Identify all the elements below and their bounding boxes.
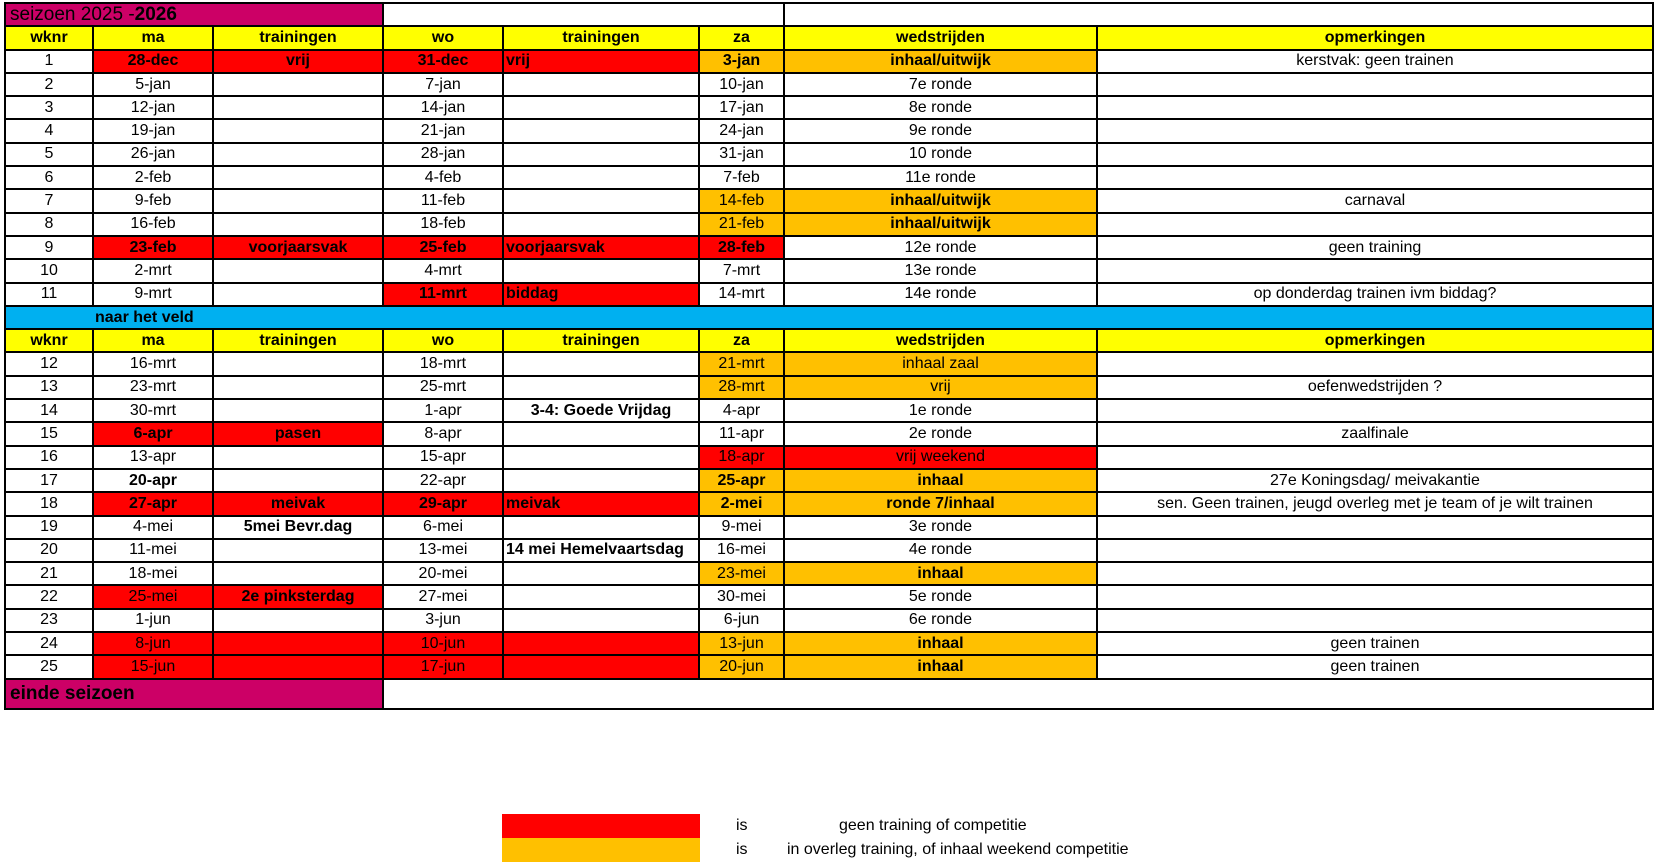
blank-cell[interactable] <box>383 3 784 26</box>
remarks-cell[interactable]: carnaval <box>1097 189 1653 212</box>
monday-training[interactable] <box>213 446 383 469</box>
column-header[interactable]: wknr <box>5 329 93 352</box>
monday-date[interactable]: 4-mei <box>93 516 213 539</box>
wednesday-training[interactable] <box>503 469 699 492</box>
remarks-cell[interactable] <box>1097 446 1653 469</box>
wednesday-training[interactable]: voorjaarsvak <box>503 236 699 259</box>
remarks-cell[interactable]: kerstvak: geen trainen <box>1097 50 1653 73</box>
match-cell[interactable]: 14e ronde <box>784 283 1097 306</box>
column-header[interactable]: trainingen <box>503 26 699 49</box>
wednesday-date[interactable]: 25-mrt <box>383 376 503 399</box>
saturday-date[interactable]: 20-jun <box>699 655 784 678</box>
saturday-date[interactable]: 18-apr <box>699 446 784 469</box>
monday-date[interactable]: 23-feb <box>93 236 213 259</box>
match-cell[interactable]: 2e ronde <box>784 422 1097 445</box>
monday-date[interactable]: 1-jun <box>93 609 213 632</box>
monday-date[interactable]: 25-mei <box>93 585 213 608</box>
table-row <box>5 73 1653 96</box>
wednesday-date[interactable]: 27-mei <box>383 585 503 608</box>
match-cell[interactable]: inhaal <box>784 655 1097 678</box>
wednesday-date[interactable]: 31-dec <box>383 50 503 73</box>
monday-training[interactable] <box>213 166 383 189</box>
monday-date[interactable]: 20-apr <box>93 469 213 492</box>
match-cell[interactable]: 6e ronde <box>784 609 1097 632</box>
remarks-cell[interactable] <box>1097 585 1653 608</box>
saturday-date[interactable]: 16-mei <box>699 539 784 562</box>
table-row <box>5 539 1653 562</box>
wednesday-training[interactable]: biddag <box>503 283 699 306</box>
legend-is-label: is <box>736 841 748 858</box>
blank-cell[interactable] <box>383 679 1653 709</box>
saturday-date[interactable]: 30-mei <box>699 585 784 608</box>
monday-date[interactable]: 30-mrt <box>93 399 213 422</box>
week-number[interactable]: 6 <box>5 166 93 189</box>
table-row <box>5 632 1653 655</box>
wednesday-date[interactable]: 6-mei <box>383 516 503 539</box>
remarks-cell[interactable] <box>1097 539 1653 562</box>
table-row <box>5 469 1653 492</box>
monday-date[interactable]: 2-feb <box>93 166 213 189</box>
wednesday-date[interactable]: 4-mrt <box>383 259 503 282</box>
monday-date[interactable]: 27-apr <box>93 492 213 515</box>
week-number[interactable]: 21 <box>5 562 93 585</box>
monday-date[interactable]: 13-apr <box>93 446 213 469</box>
table-row <box>5 166 1653 189</box>
wednesday-training[interactable] <box>503 446 699 469</box>
wednesday-training[interactable] <box>503 376 699 399</box>
wednesday-date[interactable]: 3-jun <box>383 609 503 632</box>
column-header[interactable]: za <box>699 26 784 49</box>
week-number[interactable]: 8 <box>5 213 93 236</box>
week-number[interactable]: 19 <box>5 516 93 539</box>
match-cell[interactable]: inhaal/uitwijk <box>784 213 1097 236</box>
wednesday-training[interactable] <box>503 585 699 608</box>
wednesday-training[interactable] <box>503 609 699 632</box>
week-number[interactable]: 18 <box>5 492 93 515</box>
saturday-date[interactable]: 2-mei <box>699 492 784 515</box>
legend-amber-text: in overleg training, of inhaal weekend competitie <box>787 841 1129 858</box>
saturday-date[interactable]: 14-mrt <box>699 283 784 306</box>
remarks-cell[interactable] <box>1097 352 1653 375</box>
saturday-date[interactable]: 7-feb <box>699 166 784 189</box>
remarks-cell[interactable]: geen trainen <box>1097 632 1653 655</box>
remarks-cell[interactable] <box>1097 562 1653 585</box>
week-number[interactable]: 22 <box>5 585 93 608</box>
wednesday-training[interactable] <box>503 516 699 539</box>
table-row <box>5 585 1653 608</box>
match-cell[interactable]: 9e ronde <box>784 119 1097 142</box>
column-header[interactable]: ma <box>93 329 213 352</box>
week-number[interactable]: 20 <box>5 539 93 562</box>
week-number[interactable]: 7 <box>5 189 93 212</box>
monday-training[interactable] <box>213 119 383 142</box>
wednesday-training[interactable]: 3-4: Goede Vrijdag <box>503 399 699 422</box>
header-row <box>5 26 1653 49</box>
match-cell[interactable]: 12e ronde <box>784 236 1097 259</box>
wednesday-date[interactable]: 4-feb <box>383 166 503 189</box>
monday-training[interactable] <box>213 283 383 306</box>
column-header[interactable]: opmerkingen <box>1097 329 1653 352</box>
monday-training[interactable] <box>213 632 383 655</box>
table-row <box>5 50 1653 73</box>
wednesday-date[interactable]: 17-jun <box>383 655 503 678</box>
monday-training[interactable]: 2e pinksterdag <box>213 585 383 608</box>
legend-red-text: geen training of competitie <box>839 817 1027 834</box>
match-cell[interactable]: ronde 7/inhaal <box>784 492 1097 515</box>
monday-date[interactable]: 16-mrt <box>93 352 213 375</box>
wednesday-training[interactable] <box>503 352 699 375</box>
remarks-cell[interactable] <box>1097 96 1653 119</box>
end-row <box>5 679 1653 709</box>
end-season-label[interactable]: einde seizoen <box>5 679 383 709</box>
wednesday-training[interactable] <box>503 189 699 212</box>
table-row <box>5 283 1653 306</box>
saturday-date[interactable]: 6-jun <box>699 609 784 632</box>
saturday-date[interactable]: 17-jan <box>699 96 784 119</box>
wednesday-date[interactable]: 13-mei <box>383 539 503 562</box>
wednesday-training[interactable] <box>503 96 699 119</box>
monday-date[interactable]: 9-feb <box>93 189 213 212</box>
monday-date[interactable]: 19-jan <box>93 119 213 142</box>
legend-amber-swatch <box>502 838 700 862</box>
match-cell[interactable]: 10 ronde <box>784 143 1097 166</box>
wednesday-training[interactable] <box>503 422 699 445</box>
match-cell[interactable]: 7e ronde <box>784 73 1097 96</box>
monday-date[interactable]: 5-jan <box>93 73 213 96</box>
wednesday-date[interactable]: 11-feb <box>383 189 503 212</box>
saturday-date[interactable]: 7-mrt <box>699 259 784 282</box>
monday-training[interactable] <box>213 189 383 212</box>
remarks-cell[interactable] <box>1097 166 1653 189</box>
header-row <box>5 329 1653 352</box>
wednesday-date[interactable]: 18-mrt <box>383 352 503 375</box>
monday-training[interactable]: 5mei Bevr.dag <box>213 516 383 539</box>
wednesday-training[interactable] <box>503 562 699 585</box>
remarks-cell[interactable] <box>1097 609 1653 632</box>
saturday-date[interactable]: 23-mei <box>699 562 784 585</box>
legend-red-swatch <box>502 814 700 838</box>
saturday-date[interactable]: 25-apr <box>699 469 784 492</box>
week-number[interactable]: 23 <box>5 609 93 632</box>
table-row <box>5 352 1653 375</box>
monday-training[interactable] <box>213 539 383 562</box>
match-cell[interactable]: inhaal zaal <box>784 352 1097 375</box>
monday-date[interactable]: 23-mrt <box>93 376 213 399</box>
section-spacer <box>5 306 93 329</box>
monday-training[interactable] <box>213 609 383 632</box>
monday-training[interactable] <box>213 655 383 678</box>
remarks-cell[interactable]: geen training <box>1097 236 1653 259</box>
wednesday-date[interactable]: 11-mrt <box>383 283 503 306</box>
monday-training[interactable]: pasen <box>213 422 383 445</box>
week-number[interactable]: 16 <box>5 446 93 469</box>
column-header[interactable]: wedstrijden <box>784 329 1097 352</box>
match-cell[interactable]: 5e ronde <box>784 585 1097 608</box>
season-title[interactable]: seizoen 2025 -2026 <box>5 3 383 26</box>
monday-training[interactable] <box>213 73 383 96</box>
week-number[interactable]: 5 <box>5 143 93 166</box>
monday-date[interactable]: 18-mei <box>93 562 213 585</box>
monday-training[interactable] <box>213 143 383 166</box>
table-row <box>5 492 1653 515</box>
monday-date[interactable]: 12-jan <box>93 96 213 119</box>
wednesday-training[interactable] <box>503 655 699 678</box>
monday-training[interactable] <box>213 399 383 422</box>
wednesday-date[interactable]: 25-feb <box>383 236 503 259</box>
week-number[interactable]: 4 <box>5 119 93 142</box>
saturday-date[interactable]: 24-jan <box>699 119 784 142</box>
monday-training[interactable] <box>213 469 383 492</box>
column-header[interactable]: trainingen <box>213 26 383 49</box>
table-row <box>5 236 1653 259</box>
match-cell[interactable]: 4e ronde <box>784 539 1097 562</box>
table-row <box>5 96 1653 119</box>
monday-training[interactable]: voorjaarsvak <box>213 236 383 259</box>
blank-cell[interactable] <box>784 3 1653 26</box>
week-number[interactable]: 14 <box>5 399 93 422</box>
remarks-cell[interactable] <box>1097 213 1653 236</box>
wednesday-date[interactable]: 29-apr <box>383 492 503 515</box>
saturday-date[interactable]: 21-mrt <box>699 352 784 375</box>
season-schedule-table <box>4 2 1654 710</box>
section-label[interactable]: naar het veld <box>93 306 1653 329</box>
table-row <box>5 399 1653 422</box>
remarks-cell[interactable] <box>1097 119 1653 142</box>
remarks-cell[interactable] <box>1097 399 1653 422</box>
column-header[interactable]: opmerkingen <box>1097 26 1653 49</box>
column-header[interactable]: trainingen <box>213 329 383 352</box>
table-row <box>5 119 1653 142</box>
wednesday-date[interactable]: 8-apr <box>383 422 503 445</box>
wednesday-training[interactable] <box>503 119 699 142</box>
wednesday-date[interactable]: 22-apr <box>383 469 503 492</box>
title-row <box>5 3 1653 26</box>
table-row <box>5 259 1653 282</box>
remarks-cell[interactable]: 27e Koningsdag/ meivakantie <box>1097 469 1653 492</box>
monday-training[interactable] <box>213 213 383 236</box>
legend-is-label: is <box>736 817 748 834</box>
wednesday-date[interactable]: 15-apr <box>383 446 503 469</box>
wednesday-date[interactable]: 10-jun <box>383 632 503 655</box>
monday-date[interactable]: 9-mrt <box>93 283 213 306</box>
remarks-cell[interactable]: zaalfinale <box>1097 422 1653 445</box>
match-cell[interactable]: 3e ronde <box>784 516 1097 539</box>
monday-training[interactable] <box>213 562 383 585</box>
remarks-cell[interactable]: oefenwedstrijden ? <box>1097 376 1653 399</box>
match-cell[interactable]: 1e ronde <box>784 399 1097 422</box>
saturday-date[interactable]: 28-mrt <box>699 376 784 399</box>
wednesday-training[interactable]: vrij <box>503 50 699 73</box>
wednesday-date[interactable]: 18-feb <box>383 213 503 236</box>
wednesday-date[interactable]: 20-mei <box>383 562 503 585</box>
wednesday-training[interactable]: meivak <box>503 492 699 515</box>
match-cell[interactable]: 8e ronde <box>784 96 1097 119</box>
saturday-date[interactable]: 10-jan <box>699 73 784 96</box>
wednesday-training[interactable] <box>503 73 699 96</box>
saturday-date[interactable]: 3-jan <box>699 50 784 73</box>
saturday-date[interactable]: 31-jan <box>699 143 784 166</box>
saturday-date[interactable]: 4-apr <box>699 399 784 422</box>
week-number[interactable]: 9 <box>5 236 93 259</box>
wednesday-training[interactable] <box>503 143 699 166</box>
week-number[interactable]: 11 <box>5 283 93 306</box>
wednesday-date[interactable]: 7-jan <box>383 73 503 96</box>
column-header[interactable]: wo <box>383 26 503 49</box>
saturday-date[interactable]: 28-feb <box>699 236 784 259</box>
remarks-cell[interactable]: op donderdag trainen ivm biddag? <box>1097 283 1653 306</box>
saturday-date[interactable]: 21-feb <box>699 213 784 236</box>
monday-training[interactable] <box>213 352 383 375</box>
column-header[interactable]: ma <box>93 26 213 49</box>
table-row <box>5 609 1653 632</box>
column-header[interactable]: wo <box>383 329 503 352</box>
monday-training[interactable]: meivak <box>213 492 383 515</box>
week-number[interactable]: 3 <box>5 96 93 119</box>
saturday-date[interactable]: 13-jun <box>699 632 784 655</box>
week-number[interactable]: 15 <box>5 422 93 445</box>
wednesday-training[interactable] <box>503 166 699 189</box>
table-row <box>5 422 1653 445</box>
week-number[interactable]: 25 <box>5 655 93 678</box>
monday-date[interactable]: 15-jun <box>93 655 213 678</box>
week-number[interactable]: 2 <box>5 73 93 96</box>
saturday-date[interactable]: 11-apr <box>699 422 784 445</box>
column-header[interactable]: trainingen <box>503 329 699 352</box>
table-row <box>5 143 1653 166</box>
remarks-cell[interactable] <box>1097 73 1653 96</box>
table-row <box>5 189 1653 212</box>
section-row <box>5 306 1653 329</box>
column-header[interactable]: wedstrijden <box>784 26 1097 49</box>
monday-training[interactable] <box>213 376 383 399</box>
wednesday-training[interactable] <box>503 213 699 236</box>
table-row <box>5 562 1653 585</box>
wednesday-date[interactable]: 14-jan <box>383 96 503 119</box>
monday-training[interactable] <box>213 259 383 282</box>
match-cell[interactable]: inhaal/uitwijk <box>784 50 1097 73</box>
saturday-date[interactable]: 14-feb <box>699 189 784 212</box>
monday-date[interactable]: 6-apr <box>93 422 213 445</box>
monday-date[interactable]: 2-mrt <box>93 259 213 282</box>
match-cell[interactable]: inhaal <box>784 562 1097 585</box>
column-header[interactable]: za <box>699 329 784 352</box>
remarks-cell[interactable]: geen trainen <box>1097 655 1653 678</box>
monday-training[interactable] <box>213 96 383 119</box>
remarks-cell[interactable] <box>1097 516 1653 539</box>
saturday-date[interactable]: 9-mei <box>699 516 784 539</box>
match-cell[interactable]: inhaal <box>784 632 1097 655</box>
week-number[interactable]: 24 <box>5 632 93 655</box>
week-number[interactable]: 1 <box>5 50 93 73</box>
monday-date[interactable]: 28-dec <box>93 50 213 73</box>
wednesday-date[interactable]: 1-apr <box>383 399 503 422</box>
match-cell[interactable]: inhaal/uitwijk <box>784 189 1097 212</box>
wednesday-training[interactable] <box>503 632 699 655</box>
week-number[interactable]: 13 <box>5 376 93 399</box>
week-number[interactable]: 10 <box>5 259 93 282</box>
table-row <box>5 446 1653 469</box>
match-cell[interactable]: 11e ronde <box>784 166 1097 189</box>
match-cell[interactable]: 13e ronde <box>784 259 1097 282</box>
monday-date[interactable]: 26-jan <box>93 143 213 166</box>
table-row <box>5 655 1653 678</box>
monday-date[interactable]: 8-jun <box>93 632 213 655</box>
monday-date[interactable]: 16-feb <box>93 213 213 236</box>
match-cell[interactable]: vrij <box>784 376 1097 399</box>
remarks-cell[interactable] <box>1097 143 1653 166</box>
table-row <box>5 516 1653 539</box>
column-header[interactable]: wknr <box>5 26 93 49</box>
monday-training[interactable]: vrij <box>213 50 383 73</box>
wednesday-training[interactable] <box>503 259 699 282</box>
week-number[interactable]: 12 <box>5 352 93 375</box>
monday-date[interactable]: 11-mei <box>93 539 213 562</box>
remarks-cell[interactable]: sen. Geen trainen, jeugd overleg met je team of je wilt trainen <box>1097 492 1653 515</box>
week-number[interactable]: 17 <box>5 469 93 492</box>
wednesday-training[interactable]: 14 mei Hemelvaartsdag <box>503 539 699 562</box>
table-row <box>5 376 1653 399</box>
match-cell[interactable]: vrij weekend <box>784 446 1097 469</box>
wednesday-date[interactable]: 21-jan <box>383 119 503 142</box>
table-row <box>5 213 1653 236</box>
remarks-cell[interactable] <box>1097 259 1653 282</box>
match-cell[interactable]: inhaal <box>784 469 1097 492</box>
wednesday-date[interactable]: 28-jan <box>383 143 503 166</box>
